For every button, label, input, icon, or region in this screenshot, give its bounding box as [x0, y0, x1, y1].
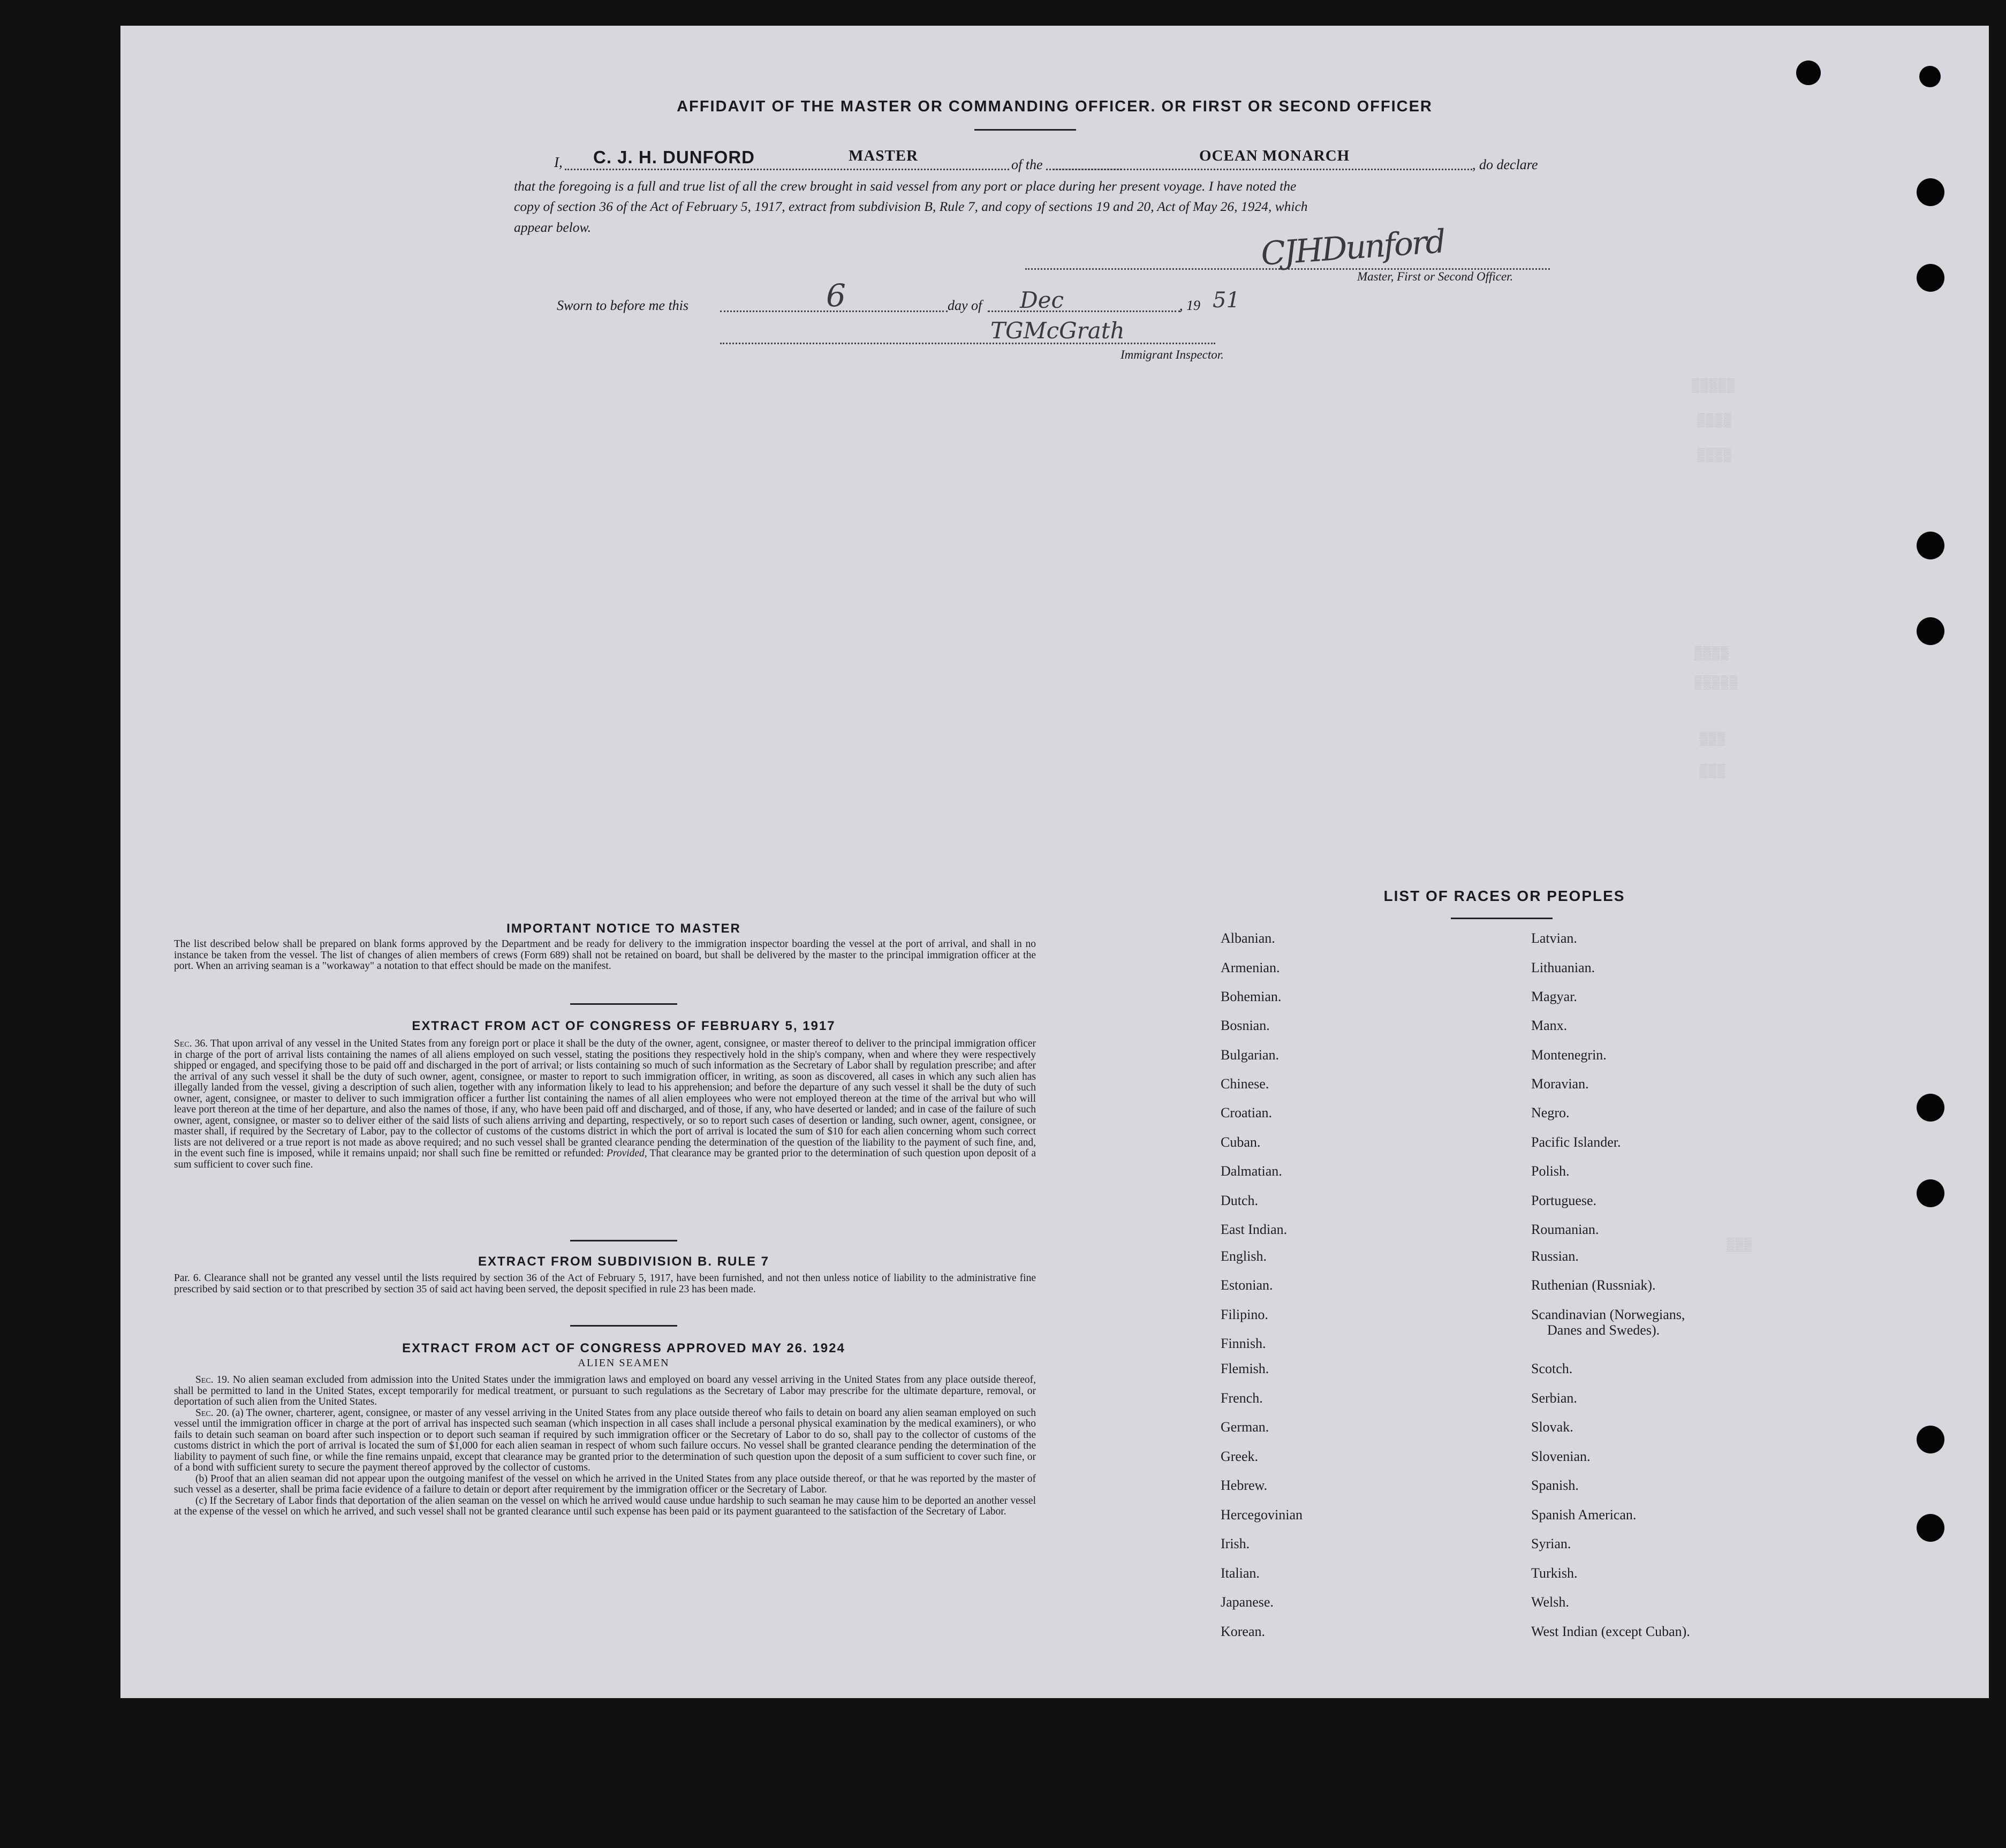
- month-field-line: [988, 310, 1180, 312]
- race-item: Bosnian.: [1221, 1018, 1270, 1033]
- race-item: Albanian.: [1221, 930, 1275, 946]
- notice-text: The list described below shall be prepared on blank forms approved by the Department and be ready for delivery to the immigration inspector boarding the vessel at the port of arrival, and shall in no instance be taken from the vessel. The list of changes of alien members of crews (Form 689) shall not be retained on board, but shall be delivered by the master to the principal immigration officer at the port. When an arriving seaman is a "workaway" a notation to that effect should be made on the manifest.: [174, 938, 1036, 972]
- bleed-through-mark: ▒▒▒: [1700, 732, 1727, 747]
- sworn-month: Dec: [1020, 287, 1064, 313]
- binder-hole: [1917, 1094, 1944, 1122]
- race-item: Negro.: [1531, 1105, 1570, 1120]
- race-item: Russian.: [1531, 1248, 1579, 1264]
- vessel-field-line: [1049, 169, 1472, 170]
- race-item: Croatian.: [1221, 1105, 1273, 1120]
- binder-hole: [1917, 178, 1944, 206]
- race-item: Dalmatian.: [1221, 1163, 1282, 1179]
- affidavit-line: appear below.: [514, 219, 592, 235]
- affidavit-i-label: I,: [554, 154, 563, 170]
- binder-hole: [1796, 60, 1821, 85]
- proviso-body: That clearance may be granted prior to the determination of such question upon deposit of a sum sufficient to cover such fine.: [174, 1148, 1036, 1170]
- section-label: Sec. 36.: [174, 1038, 208, 1049]
- race-item: Slovak.: [1531, 1419, 1573, 1435]
- proviso-label: Provided,: [606, 1148, 647, 1159]
- officer-caption: Master, First or Second Officer.: [1357, 270, 1513, 283]
- master-signature: CJHDunford: [1259, 223, 1446, 273]
- race-item: Hercegovinian: [1221, 1507, 1303, 1523]
- race-item: Greek.: [1221, 1449, 1259, 1464]
- act-1917-text: [174, 1039, 1036, 1170]
- race-item: Chinese.: [1221, 1076, 1269, 1092]
- race-item: Japanese.: [1221, 1594, 1274, 1610]
- race-item: Latvian.: [1531, 930, 1577, 946]
- section-20a: [174, 1408, 1036, 1474]
- race-item: Dutch.: [1221, 1193, 1259, 1208]
- divider: [1451, 918, 1553, 919]
- section-20b: (b) Proof that an alien seaman did not appear upon the outgoing manifest of the vessel on which he arrived in the United States from any place outside thereof, or that he was reported by the master of such vessel as a deserter, shall be prima facie evidence of a failure to detain or deport after requirement by the immigration officer or the Secretary of Labor.: [174, 1473, 1036, 1495]
- binder-hole: [1917, 532, 1944, 559]
- race-item: Ruthenian (Russniak).: [1531, 1277, 1656, 1293]
- act-1924-subtitle: ALIEN SEAMEN: [578, 1357, 670, 1369]
- race-item: Irish.: [1221, 1536, 1250, 1551]
- race-item: Roumanian.: [1531, 1222, 1599, 1237]
- bleed-through-mark: ▒▒▒▒: [1697, 449, 1732, 463]
- affidavit-line: that the foregoing is a full and true list of all the crew brought in said vessel from any port or place during her present voyage. I have noted the: [514, 178, 1297, 194]
- race-item: East Indian.: [1221, 1222, 1288, 1237]
- race-item: Moravian.: [1531, 1076, 1589, 1092]
- section-body: (a) The owner, charterer, agent, consignee, or master of any vessel arriving in the United States from any place outside thereof who fails to detain on board any alien seaman employed on such vessel until the immigration officer in charge at the port of arrival has inspected such seaman (which inspection in all cases shall include a personal physical examination by the medical examiners), or who fails to detain such seaman on board after such inspection or to deport such seaman if required by such immigration officer or the Secretary of Labor to do so, shall pay to the collector of customs of the customs district in which the port of arrival is located the sum of $1,000 for each alien seaman in respect of whom such failure occurs. No vessel shall be granted clearance pending the determination of the liability to payment of such fine, or while the fine remains unpaid, except that clearance may be granted prior to the determination of such question upon the deposit of a sum sufficient to cover such fine, or of a bond with sufficient surety to secure the payment thereof approved by the collector of customs.: [174, 1407, 1036, 1473]
- rule-7-text: Par. 6. Clearance shall not be granted any vessel until the lists required by section 36 of the Act of February 5, 1917, have been furnished, and not then unless notice of liability to the administrative fine prescribed by said section or to that prescribed by section 35 of said act having been served, the deposit specified in rule 23 has been made.: [174, 1273, 1036, 1295]
- act-1924-text: [174, 1375, 1036, 1518]
- section-body: That upon arrival of any vessel in the United States from any foreign port or place it shall be the duty of the owner, agent, consignee, or master thereof to deliver to the principal immigration officer in charge of the port of arrival lists containing the names of all aliens employed on such vessel, stating the positions they respectively hold in the ship's company, when and where they were respectively shipped or engaged, and specifying those to be paid off and discharged in the port of arrival; or lists containing so much of such information as the Secretary of Labor shall by regulation prescribe; and after the arrival of any such vessel it shall be the duty of such owner, agent, consignee, or master to report to such immigration officer, in writing, as soon as discovered, all cases in which any such alien has illegally landed from the vessel, giving a description of such alien, together with any information likely to lead to his apprehension; and before the departure of any such vessel it shall be the duty of such owner, agent, consignee, or master to deliver to such immigration officer a further list containing the names of all alien employees who were not employed thereon at the time of the arrival but who will leave port thereon at the time of her departure, and also the names of those, if any, who have been paid off and discharged, and of those, if any, who have deserted or landed; and in case of the failure of such owner, agent, consignee, or master so to deliver either of the said lists of such aliens arriving and departing, respectively, or so to report such cases of desertion or landing, such owner, agent, consignee, or master shall, if required by the Secretary of Labor, pay to the collector of customs of the customs district in which the port of arrival is located the sum of $10 for each alien concerning whom such correct lists are not delivered or a true report is not made as above required; and no such vessel shall be granted clearance pending the determination of the question of the liability to the payment of such fine, and, in the event such fine is imposed, while it remains unpaid; nor shall such fine be remitted or refunded:: [174, 1038, 1036, 1159]
- race-item: Lithuanian.: [1531, 960, 1595, 975]
- race-item: Filipino.: [1221, 1307, 1268, 1322]
- race-item: Spanish American.: [1531, 1507, 1637, 1523]
- race-item: Syrian.: [1531, 1536, 1571, 1551]
- binder-hole: [1917, 264, 1944, 292]
- divider: [974, 129, 1076, 131]
- bleed-through-mark: ▒▒▒▒▒: [1694, 676, 1739, 691]
- do-declare-label: , do declare: [1472, 157, 1538, 172]
- document-sheet: [120, 26, 1989, 1698]
- sworn-year: 51: [1213, 288, 1240, 313]
- section-body: No alien seaman excluded from admission into the United States under the immigration laws and employed on board any vessel arriving in the United States from any place outside thereof, shall be permitted to land in the United States, except temporarily for medical treatment, or pursuant to such regulations as the Secretary of Labor may prescribe for the ultimate departure, removal, or deportation of such alien from the United States.: [174, 1374, 1036, 1407]
- race-item: Slovenian.: [1531, 1449, 1591, 1464]
- inspector-caption: Immigrant Inspector.: [1121, 348, 1224, 361]
- race-item: Flemish.: [1221, 1361, 1269, 1376]
- of-the-label: of the: [1009, 157, 1045, 173]
- divider: [570, 1325, 677, 1327]
- inspector-signature: TGMcGrath: [990, 317, 1125, 344]
- section-label: Sec. 19.: [195, 1374, 230, 1385]
- bleed-through-mark: ▒▒▒▒: [1697, 414, 1732, 428]
- race-item: Serbian.: [1531, 1390, 1577, 1406]
- vessel-name: OCEAN MONARCH: [1199, 147, 1350, 164]
- race-item: German.: [1221, 1419, 1269, 1435]
- race-item: Bulgarian.: [1221, 1047, 1280, 1063]
- race-item: Korean.: [1221, 1624, 1266, 1639]
- section-label: Sec. 20.: [195, 1407, 230, 1419]
- year-prefix: , 19: [1179, 298, 1200, 313]
- binder-hole: [1917, 1426, 1944, 1453]
- race-item: Manx.: [1531, 1018, 1568, 1033]
- race-item: Spanish.: [1531, 1478, 1579, 1493]
- race-item: Armenian.: [1221, 960, 1280, 975]
- race-item: Bohemian.: [1221, 989, 1282, 1004]
- race-item: West Indian (except Cuban).: [1531, 1624, 1690, 1639]
- bleed-through-mark: ▒▒▒▒: [1694, 647, 1730, 661]
- officer-rank: MASTER: [849, 147, 919, 164]
- race-item: Estonian.: [1221, 1277, 1273, 1293]
- race-item: Montenegrin.: [1531, 1047, 1607, 1063]
- race-item: Scandinavian (Norwegians,: [1531, 1307, 1685, 1322]
- affidavit-line: copy of section 36 of the Act of February 5, 1917, extract from subdivision B, Rule 7, and copy of sections 19 and 20, Act of May 26, 1924, which: [514, 199, 1308, 214]
- binder-hole: [1917, 617, 1944, 645]
- race-item: Italian.: [1221, 1565, 1260, 1581]
- bleed-through-mark: ▒▒▒▒▒: [1692, 379, 1736, 393]
- affidavit-title: AFFIDAVIT OF THE MASTER OR COMMANDING OFFICER. OR FIRST OR SECOND OFFICER: [677, 98, 1433, 115]
- inspector-signature-line: [720, 343, 1215, 344]
- races-title: LIST OF RACES OR PEOPLES: [1383, 888, 1625, 904]
- sworn-day: 6: [826, 277, 846, 314]
- sworn-label: Sworn to before me this: [557, 298, 689, 313]
- section-20c: (c) If the Secretary of Labor finds that deportation of the alien seaman on the vessel on which he arrived would cause undue hardship to such seaman he may cause him to be deported an another vessel at the expense of the vessel on which he arrived, and such vessel shall not be granted clearance until such expense has been paid or its payment guaranteed to the satisfaction of the Secretary of Labor.: [174, 1495, 1036, 1517]
- race-item: French.: [1221, 1390, 1263, 1406]
- race-item: Polish.: [1531, 1163, 1570, 1179]
- bleed-through-mark: ▒▒▒: [1727, 1238, 1753, 1253]
- bleed-through-mark: ▒▒▒: [1700, 764, 1727, 779]
- race-item: English.: [1221, 1248, 1267, 1264]
- day-of-label: day of: [948, 298, 982, 313]
- notice-title: IMPORTANT NOTICE TO MASTER: [506, 921, 741, 936]
- race-item: Welsh.: [1531, 1594, 1569, 1610]
- race-item: Magyar.: [1531, 989, 1577, 1004]
- divider: [570, 1240, 677, 1241]
- binder-hole: [1917, 1514, 1944, 1542]
- race-item: Turkish.: [1531, 1565, 1578, 1581]
- race-item: Pacific Islander.: [1531, 1134, 1621, 1150]
- section-19: [174, 1375, 1036, 1408]
- race-item: Scotch.: [1531, 1361, 1573, 1376]
- race-item: Hebrew.: [1221, 1478, 1268, 1493]
- divider: [570, 1003, 677, 1005]
- race-item: Finnish.: [1221, 1336, 1266, 1351]
- binder-hole: [1917, 1179, 1944, 1207]
- act-1924-title: EXTRACT FROM ACT OF CONGRESS APPROVED MAY 26. 1924: [402, 1341, 845, 1355]
- master-name: C. J. H. DUNFORD: [593, 147, 755, 167]
- act-1917-title: EXTRACT FROM ACT OF CONGRESS OF FEBRUARY 5, 1917: [412, 1019, 836, 1033]
- race-item: Cuban.: [1221, 1134, 1261, 1150]
- race-item: Portuguese.: [1531, 1193, 1597, 1208]
- binder-hole: [1919, 66, 1941, 87]
- race-item: Danes and Swedes).: [1547, 1322, 1660, 1338]
- rule-7-title: EXTRACT FROM SUBDIVISION B. RULE 7: [478, 1254, 770, 1269]
